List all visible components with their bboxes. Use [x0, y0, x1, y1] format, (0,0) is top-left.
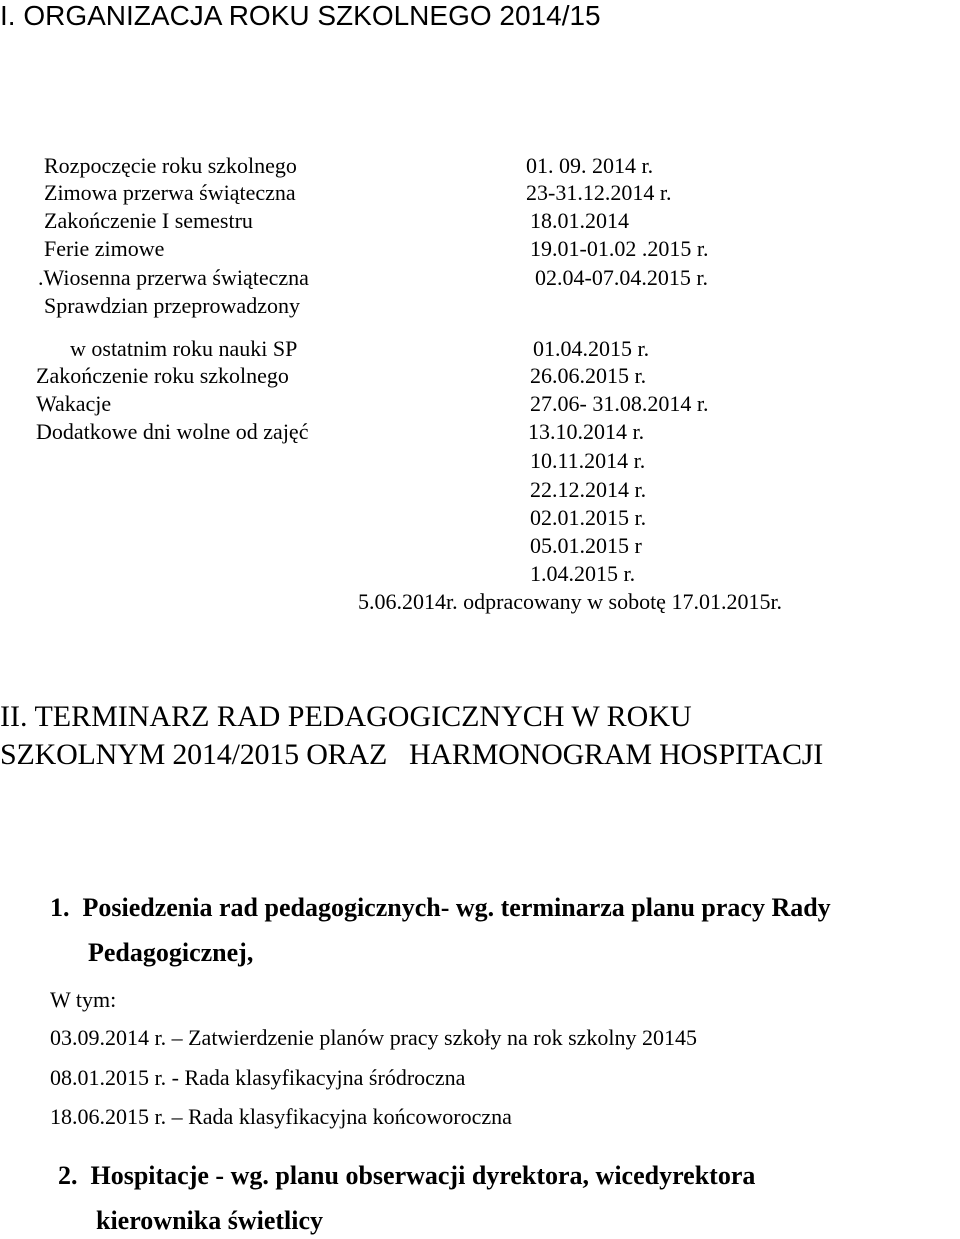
- schedule-label: w ostatnim roku nauki SP: [70, 336, 298, 361]
- schedule-value: 26.06.2015 r.: [530, 363, 647, 388]
- extra-day: 10.11.2014 r.: [530, 448, 646, 473]
- item-2-title: 2. Hospitacje - wg. planu obserwacji dyrektora, wicedyrektora: [58, 1161, 756, 1190]
- extra-day-note: 5.06.2014r. odpracowany w sobotę 17.01.2015r.: [358, 589, 783, 614]
- section-2-heading-line-2: SZKOLNYM 2014/2015 ORAZ HARMONOGRAM HOSPITACJI: [0, 738, 824, 771]
- schedule-label: Sprawdzian przeprowadzony: [44, 293, 300, 318]
- schedule-value: 02.04-07.04.2015 r.: [535, 265, 708, 290]
- schedule-label: Zakończenie roku szkolnego: [36, 363, 289, 388]
- schedule-value: 01.04.2015 r.: [533, 336, 650, 361]
- meeting-item: 18.06.2015 r. – Rada klasyfikacyjna końcoworoczna: [50, 1104, 512, 1129]
- schedule-label: Wakacje: [36, 391, 112, 416]
- meeting-item: 08.01.2015 r. - Rada klasyfikacyjna śródroczna: [50, 1065, 466, 1090]
- schedule-value: 13.10.2014 r.: [528, 419, 645, 444]
- meeting-item: 03.09.2014 r. – Zatwierdzenie planów pracy szkoły na rok szkolny 20145: [50, 1025, 698, 1050]
- schedule-label: Zimowa przerwa świąteczna: [44, 180, 296, 205]
- schedule-value: 23-31.12.2014 r.: [526, 180, 672, 205]
- schedule-value: 18.01.2014: [530, 208, 629, 233]
- section-1-heading: I. ORGANIZACJA ROKU SZKOLNEGO 2014/15: [0, 0, 601, 31]
- schedule-label: Dodatkowe dni wolne od zajęć: [36, 419, 309, 444]
- schedule-value: 27.06- 31.08.2014 r.: [530, 391, 709, 416]
- item-2-title-continued: kierownika świetlicy: [96, 1206, 324, 1235]
- extra-day: 22.12.2014 r.: [530, 477, 647, 502]
- extra-day: 05.01.2015 r: [530, 533, 642, 558]
- schedule-label: Rozpoczęcie roku szkolnego: [44, 153, 297, 178]
- schedule-label: Zakończenie I semestru: [44, 208, 253, 233]
- item-1-title: 1. Posiedzenia rad pedagogicznych- wg. terminarza planu pracy Rady: [50, 893, 831, 922]
- extra-day: 02.01.2015 r.: [530, 505, 647, 530]
- schedule-value: 19.01-01.02 .2015 r.: [530, 236, 709, 261]
- w-tym-label: W tym:: [50, 987, 117, 1012]
- section-2-heading-line-1: II. TERMINARZ RAD PEDAGOGICZNYCH W ROKU: [0, 700, 692, 733]
- schedule-value: 01. 09. 2014 r.: [526, 153, 654, 178]
- item-1-title-continued: Pedagogicznej,: [88, 938, 254, 967]
- schedule-label: .Wiosenna przerwa świąteczna: [38, 265, 309, 290]
- extra-day: 1.04.2015 r.: [530, 561, 636, 586]
- schedule-label: Ferie zimowe: [44, 236, 165, 261]
